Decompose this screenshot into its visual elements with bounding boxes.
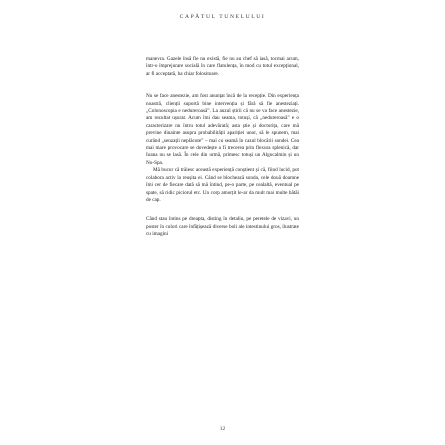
paragraph: Mă bucur că trăiesc această experiență conștient și că, fiind lucid, pot colabora activ la reușita ei. Când se blochează sonda, cele două doamne îmi cer de fiecare dată să mă întind, pe-o parte, pe cealaltă, eventual pe spate, să ridic piciorul etc. Un corp amorțit le-ar da mult mai multe bătăi de cap. (146, 167, 299, 203)
paragraph: Nu se face anestezie, am fost anunțat încă de la recepție. Din experiența noastră, clienții suportă bine intervenția și fără să fie anesteziați. „Colonoscopia e nedureroasă”. La auzul știrii că nu se va face anestezie, am rezultat ușurat. Acum îmi dau seama, totuși, că „nedureroasă” e o caracterizare nu întru totul adevărată; asta știe și doctorița, care mă previne dinainte asupra probabilității apariției unor, să le spunem, mai curând „senzații neplăcute” – mai cu seamă în cazul blocării sondei. Cea mai mare provocare se dovedește a fi trecerea prin flexura splenică, dar Ioana nu se lasă. În cele din urmă, primesc totuși un Algocalmin și un No-Spa. (146, 93, 299, 166)
paragraph-gap (146, 78, 299, 93)
page-number: 12 (219, 426, 226, 432)
running-head: CAPĂTUL TUNELULUI (179, 14, 266, 20)
body-text (146, 56, 299, 239)
paragraph-gap (146, 204, 299, 216)
paragraph: Când stau întins pe dreapta, disting în detaliu, pe peretele de vizavi, un poster în culori care înfățișează diverse boli ale intestinului gros, ilustrate cu imagini (146, 216, 299, 238)
paragraph: manevra. Gazele însă fie nu există, fie nu au chef să iasă, tocmai acum, într-o împrejurare socială în care flatulența, în mod cu totul excepțional, ar fi acceptată, ba chiar folositoare. (146, 56, 299, 77)
